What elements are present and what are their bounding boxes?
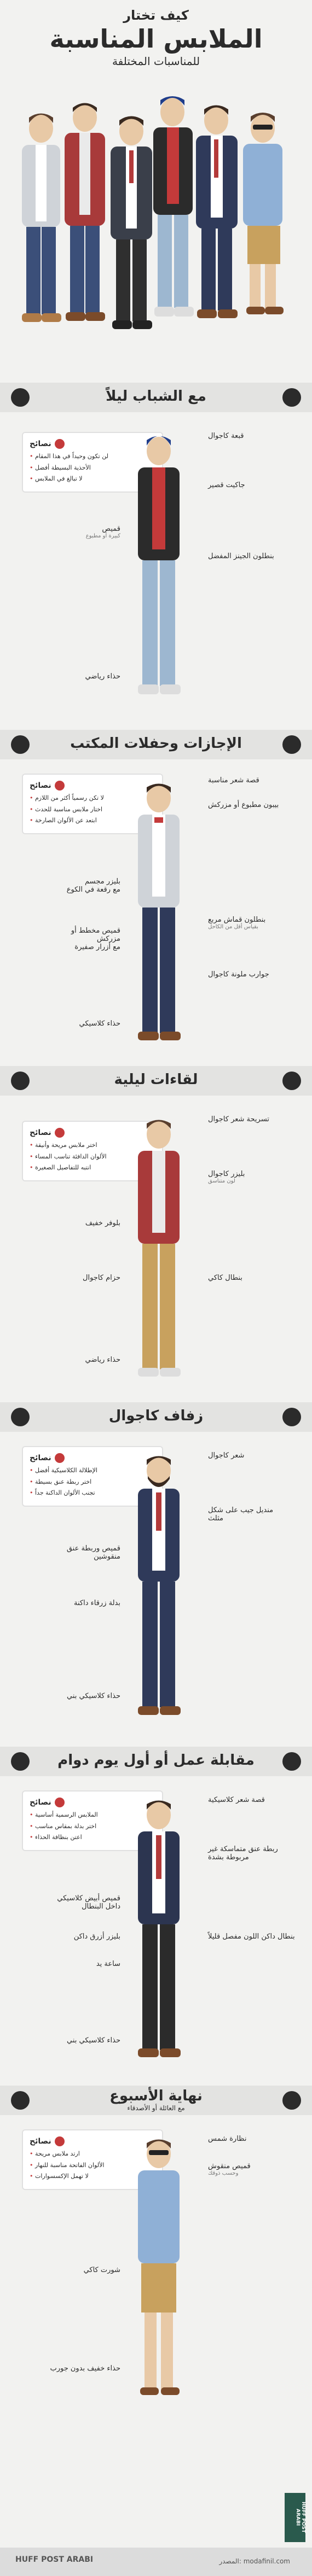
hero-figure-5 [196, 106, 238, 319]
outfit-figure [131, 426, 208, 716]
page-footer [0, 2548, 312, 2576]
footer-brand: HUFF POST ARABI [15, 2555, 94, 2564]
outfit-label-note: كبيرة أو مطبوع [85, 533, 120, 539]
outfit-label-note: لون متناسق [208, 1178, 235, 1184]
info-icon [55, 781, 65, 791]
tips-title: نصائح [30, 440, 51, 448]
outfit-label: حذاء خفيف بدون جورب [50, 2364, 120, 2373]
outfit-figure [131, 1790, 208, 2080]
hero-figure-6 [243, 113, 284, 314]
outfit-label: بنطال كاكي [208, 1274, 242, 1282]
section-evening [0, 1099, 312, 1405]
outfit-label: بدلة زرقاء داكنة [74, 1599, 120, 1607]
outfit-figure [131, 1446, 208, 1736]
info-icon [55, 1453, 65, 1463]
outfit-label: جاكيت قصير [208, 481, 245, 489]
tip-bullet: • اختر بدلة بمقاس مناسب [30, 1822, 155, 1831]
outfit-label: بنطال داكن اللون مفصل قليلاً [208, 1933, 295, 1941]
source-text: المصدر: modafinil.com [219, 2557, 290, 2565]
tip-bullet: • لا تبالغ في الملابس [30, 475, 155, 484]
section-banner-weekend [0, 2086, 312, 2115]
tip-bullet: • لن تكون وحيداً في هذا المقام [30, 452, 155, 461]
tip-bullet: • انتبه للتفاصيل الصغيرة [30, 1163, 155, 1173]
section-banner-interview [0, 1747, 312, 1776]
rings-icon [282, 1408, 301, 1426]
outfit-label: شعر كاجوال [208, 1451, 245, 1460]
hero-group-figures [0, 68, 312, 380]
outfit-label: ربطة عنق متماسكة غير مربوطة بشدة [208, 1845, 278, 1861]
outfit-label-text: بليزر كاجوال [208, 1170, 245, 1178]
page-title: الملابس المناسبة [49, 24, 263, 54]
outfit-label-text: مع أزرار صفيرة [74, 943, 120, 951]
section-title: مع الشباب ليلاً [106, 388, 206, 405]
outfit-label [60, 525, 120, 539]
section-weekend [0, 2118, 312, 2425]
outfit-label [49, 877, 120, 894]
tip-bullet: • اعتن بنظافة الحذاء [30, 1833, 155, 1842]
outfit-label-text: بليزر مجسم [84, 877, 120, 886]
hero-figure-2 [65, 103, 105, 321]
hero-figure-4 [153, 96, 194, 317]
outfit-label-note: بقياس أقل من الكاحل [208, 924, 258, 930]
info-icon [55, 1798, 65, 1807]
outfit-label-text: مع رقعة في الكوع [66, 886, 120, 894]
huffpost-arabi-logo: HUFF POST ARABI [285, 2493, 305, 2542]
tip-bullet: • الألوان الفاتحة مناسبة للنهار [30, 2161, 155, 2170]
briefcase-icon [282, 1752, 301, 1771]
page-header [0, 0, 312, 66]
section-title: زفاف كاجوال [108, 1408, 204, 1424]
tip-bullet: • الألوان الدافئة تناسب المساء [30, 1152, 155, 1162]
outfit-label: منديل جيب على شكل مثلث [208, 1506, 274, 1523]
tips-title: نصائح [30, 781, 51, 790]
outfit-label: شورت كاكي [83, 2266, 120, 2274]
outfit-figure [131, 1110, 208, 1394]
tip-bullet: • لا تهمل الإكسسوارات [30, 2172, 155, 2181]
outfit-label: قميص أبيض كلاسيكي داخل البنطال [57, 1894, 120, 1911]
outfit-label: نظارة شمس [208, 2135, 247, 2143]
outfit-label-note: وحسب ذوقك [208, 2170, 239, 2176]
section-title: الإجازات وحفلات المكتب [70, 735, 242, 752]
outfit-label: حذاء رياضي [85, 1356, 120, 1364]
outfit-label [208, 916, 290, 930]
section-interview [0, 1779, 312, 2086]
tip-bullet: • اختر ملابس مريحة وأنيقة [30, 1141, 155, 1150]
outfit-label [49, 927, 120, 951]
section-title: نهاية الأسبوع [109, 2088, 203, 2104]
tip-bullet: • الأحذية البسيطة أفضل [30, 464, 155, 473]
outfit-label: حذاء رياضي [85, 672, 120, 681]
outfit-label [208, 2162, 290, 2176]
outfit-label: تسريحة شعر كاجوال [208, 1115, 269, 1123]
tips-title: نصائح [30, 2137, 51, 2146]
info-icon [55, 439, 65, 449]
section-title: مقابلة عمل أو أول يوم دوام [57, 1752, 255, 1769]
sun-icon [282, 2091, 301, 2110]
outfit-label: بيبون مطبوع أو مزركش [208, 801, 279, 809]
section-banner-wedding [0, 1402, 312, 1432]
tips-title: نصائح [30, 1798, 51, 1807]
tip-bullet: • ارتد ملابس مريحة [30, 2150, 155, 2159]
outfit-label: بلوفر خفيف [85, 1219, 120, 1227]
header-kicker: كيف تختار [123, 8, 189, 23]
outfit-label: حذاء كلاسيكي بني [66, 1692, 120, 1700]
outfit-label-text: قميص [102, 525, 120, 533]
section-night-out [0, 415, 312, 733]
section-title: لقاءات ليلية [114, 1072, 198, 1088]
outfit-label: قبعة كاجوال [208, 432, 244, 440]
outfit-label-text: قميص مخطط أو مزركش [71, 927, 120, 943]
moon-icon [282, 388, 301, 407]
tip-bullet: • ابتعد عن الألوان الصارخة [30, 816, 155, 826]
section-banner-evening [0, 1066, 312, 1096]
hero-figure-3 [111, 116, 152, 330]
outfit-figure [131, 774, 208, 1058]
outfit-label [208, 1170, 290, 1184]
hero-figure-1 [22, 114, 61, 323]
section-office-party [0, 763, 312, 1069]
outfit-label: حزام كاجوال [83, 1274, 120, 1282]
tip-bullet: • لا تكن رسمياً أكثر من اللازم [30, 794, 155, 803]
page-subtitle: للمناسبات المختلفة [112, 55, 200, 68]
hero-illustration [0, 68, 312, 380]
outfit-label-text: بنطلون قماش مربع [208, 916, 266, 924]
info-icon [55, 2136, 65, 2146]
section-banner-night-out [0, 383, 312, 412]
outfit-label: بليزر أزرق داكن [73, 1933, 120, 1941]
outfit-label: بنطلون الجينز المفضل [208, 552, 274, 560]
outfit-label-text: قميص منقوش [208, 2162, 251, 2170]
outfit-label: قميص وربطة عنق منقوشين [66, 1544, 120, 1561]
tips-title: نصائح [30, 1454, 51, 1462]
section-wedding [0, 1435, 312, 1747]
outfit-figure [131, 2129, 208, 2419]
tip-bullet: • اختار ملابس مناسبة للحدث [30, 805, 155, 815]
outfit-label: جوارب ملونة كاجوال [208, 970, 269, 979]
tip-bullet: • اختر ربطة عنق بسيطة [30, 1478, 155, 1487]
tip-bullet: • الملابس الرسمية أساسية [30, 1811, 155, 1820]
outfit-label: حذاء كلاسيكي بني [66, 2036, 120, 2045]
gift-icon [282, 735, 301, 754]
section-banner-office-party [0, 730, 312, 759]
tips-title: نصائح [30, 1128, 51, 1137]
section-subtitle: مع العائلة أو الأصدقاء [127, 2104, 185, 2112]
tip-bullet: • الإطلالة الكلاسيكية أفضل [30, 1466, 155, 1476]
outfit-label: قصة شعر مناسبة [208, 776, 259, 784]
tip-bullet: • تجنب الألوان الداكنة جداً [30, 1489, 155, 1498]
outfit-label: قصة شعر كلاسيكية [208, 1796, 265, 1804]
outfit-label: حذاء كلاسيكي [79, 1020, 120, 1028]
cocktail-icon [282, 1072, 301, 1090]
info-icon [55, 1128, 65, 1138]
outfit-label: ساعة يد [96, 1960, 120, 1968]
